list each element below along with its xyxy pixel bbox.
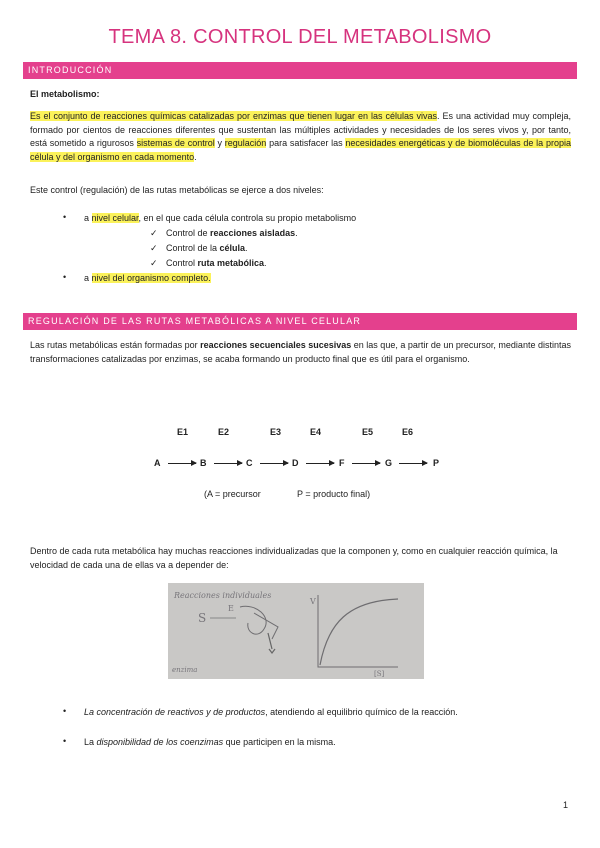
reaction-arrow bbox=[306, 463, 334, 464]
bullet-dot: • bbox=[63, 212, 67, 222]
page-title: TEMA 8. CONTROL DEL METABOLISMO bbox=[108, 26, 492, 48]
text-run: . bbox=[264, 258, 267, 268]
handwritten-sketch-photo bbox=[168, 583, 424, 679]
italic-run: La concentración de reactivos y de productos bbox=[84, 707, 266, 717]
text-run: . bbox=[194, 151, 197, 162]
text-run: . Es una actividad muy compleja, formado por cientos de reacciones diferentes que sustentan las múltiples actividades y necesidades de los seres vivos y, por tanto, está sometido a rigurosos bbox=[30, 111, 571, 149]
text-run: a bbox=[84, 273, 92, 283]
text-run: y bbox=[214, 138, 225, 149]
text-run: La bbox=[84, 737, 97, 747]
metabolite-label: G bbox=[385, 458, 393, 468]
text-run: Control de la bbox=[166, 243, 220, 253]
text-run: Control de bbox=[166, 228, 211, 238]
metabolite-label: C bbox=[246, 458, 253, 468]
enzyme-label: E6 bbox=[402, 427, 414, 437]
bullet-dot: • bbox=[63, 706, 67, 716]
bullet-nivel-organismo bbox=[84, 272, 211, 286]
check-icon: ✓ bbox=[150, 243, 158, 253]
italic-run: disponibilidad de los coenzimas bbox=[96, 737, 224, 747]
highlight: nivel del organismo completo. bbox=[91, 273, 211, 283]
highlight: sistemas de control bbox=[136, 138, 215, 149]
enzyme-label: E4 bbox=[310, 427, 322, 437]
enzyme-label: E2 bbox=[218, 427, 230, 437]
regulacion-paragraph-2: Dentro de cada ruta metabólica hay muchas reacciones individualizadas que la componen y, como en cualquier reacción química, la velocidad de cada una de ellas va a depender de: bbox=[30, 546, 558, 570]
highlight: Es el conjunto de reacciones químicas catalizadas por enzimas que tienen lugar en las células vivas bbox=[30, 111, 437, 121]
highlight: regulación bbox=[224, 138, 267, 149]
text-run: a bbox=[84, 213, 92, 223]
bullet-concentracion bbox=[84, 706, 458, 720]
text-run: . bbox=[295, 228, 298, 238]
page-number: 1 bbox=[563, 800, 569, 810]
legend-producto: P = producto final) bbox=[297, 489, 371, 499]
bullet-dot: • bbox=[63, 272, 67, 282]
metabolite-label: B bbox=[200, 458, 207, 468]
reaction-arrow bbox=[214, 463, 242, 464]
bullet-dot: • bbox=[63, 736, 67, 746]
bold-run: ruta metabólica bbox=[197, 258, 265, 268]
reaction-arrow bbox=[168, 463, 196, 464]
enzyme-label: E1 bbox=[177, 427, 189, 437]
check-icon: ✓ bbox=[150, 228, 158, 238]
text-run: en las que, a partir de un precursor, mediante distintas transformaciones catalizadas por enzimas, se acaba formando un producto final que es útil para el organismo. bbox=[30, 340, 571, 364]
enzyme-label: E5 bbox=[362, 427, 374, 437]
intro-subtitle: El metabolismo: bbox=[30, 89, 100, 99]
metabolite-label: D bbox=[292, 458, 299, 468]
text-run: , atendiendo al equilibrio químico de la reacción. bbox=[265, 707, 458, 717]
bold-run: célula bbox=[219, 243, 246, 253]
sketch-label-e: E bbox=[228, 604, 234, 613]
check-item-2 bbox=[166, 242, 248, 256]
bullet-nivel-celular bbox=[84, 212, 356, 226]
text-run: Las rutas metabólicas están formadas por bbox=[30, 340, 201, 350]
text-run: . bbox=[245, 243, 248, 253]
check-item-3 bbox=[166, 257, 267, 271]
text-run: que participen en la misma. bbox=[223, 737, 336, 747]
highlight: necesidades energéticas y de biomoléculas de la propia célula y del organismo en cada momento bbox=[30, 138, 571, 162]
metabolite-label: P bbox=[433, 458, 440, 468]
sketch-label-reacciones: Reacciones individuales bbox=[174, 591, 272, 600]
sketch-label-enzima: enzima bbox=[172, 666, 198, 674]
highlight: nivel celular bbox=[91, 213, 139, 223]
text-run: Control bbox=[166, 258, 198, 268]
check-icon: ✓ bbox=[150, 258, 158, 268]
sketch-drawing bbox=[168, 583, 424, 679]
regulacion-paragraph-1 bbox=[30, 339, 571, 366]
text-run: , en el que cada célula controla su propio metabolismo bbox=[138, 213, 357, 223]
bold-run: reacciones secuenciales sucesivas bbox=[200, 340, 352, 350]
bold-run: reacciones aisladas bbox=[210, 228, 296, 238]
sketch-label-v: V bbox=[310, 597, 316, 606]
section-header-regulacion: REGULACIÓN DE LAS RUTAS METABÓLICAS A NIVEL CELULAR bbox=[23, 313, 577, 330]
reaction-arrow bbox=[399, 463, 427, 464]
metabolite-label: A bbox=[154, 458, 161, 468]
reaction-arrow bbox=[260, 463, 288, 464]
legend-precursor: (A = precursor bbox=[204, 489, 261, 499]
reaction-arrow bbox=[352, 463, 380, 464]
intro-paragraph-1 bbox=[30, 110, 571, 164]
intro-paragraph-2: Este control (regulación) de las rutas metabólicas se ejerce a dos niveles: bbox=[30, 185, 324, 195]
check-item-1 bbox=[166, 227, 298, 241]
section-header-introduccion: INTRODUCCIÓN bbox=[23, 62, 577, 79]
text-run: para satisfacer las bbox=[266, 138, 346, 149]
sketch-label-substrate: [S] bbox=[374, 670, 385, 678]
bullet-coenzimas bbox=[84, 736, 336, 750]
sketch-label-s: S bbox=[198, 611, 207, 625]
metabolite-label: F bbox=[339, 458, 345, 468]
enzyme-label: E3 bbox=[270, 427, 282, 437]
